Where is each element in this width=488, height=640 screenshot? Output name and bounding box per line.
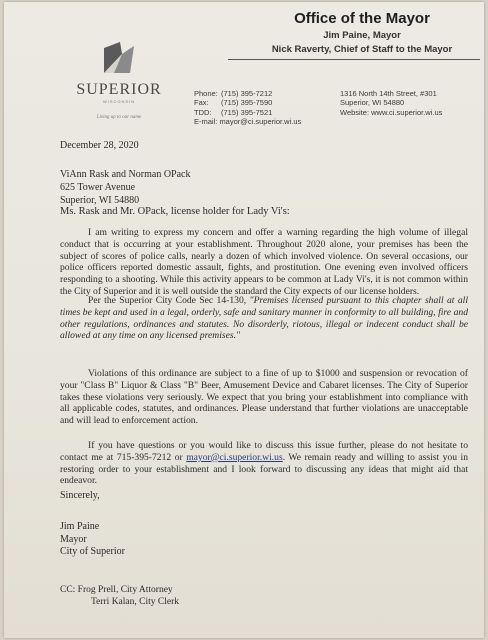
phone-row xyxy=(194,89,301,98)
recipient-city: Superior, WI 54880 xyxy=(60,195,140,206)
cc-line-clerk: Terri Kalan, City Clerk xyxy=(91,596,179,607)
superior-logo-icon xyxy=(100,40,136,76)
website: Website: www.ci.superior.wi.us xyxy=(340,107,443,117)
signature-block xyxy=(60,521,125,559)
letter-page xyxy=(4,2,484,638)
code-quote: "Premises licensed pursuant to this chapter shall at all times be kept and used in a legal, orderly, safe and sanitary manner in conformity to all building, fire and other regulations, ordinances and statutes. No disorderly, riotous, illegal or indecent conduct shall be allowed at any time on any licensed premises." xyxy=(60,295,468,342)
logo-tagline: Living up to our name xyxy=(96,115,142,120)
paragraph-concern-text: I am writing to express my concern and offer a warning regarding the high volume of illegal conduct that is occurring at your establishment. Throughout 2020 alone, your premises has been the subject of scores of police calls, nearly a dozen of which involved violence. On several occasions, our police officers reported domestic assault, fights, and prostitution. One evening even involved officers responding to a shooting. While this activity appears to be common at Lady Vi's, it is not common within the City of Superior and it is well outside the standard the City expects of our license holders. xyxy=(60,227,468,297)
recipient-street: 625 Tower Avenue xyxy=(60,182,136,193)
email-address: mayor@ci.superior.wi.us xyxy=(219,116,302,126)
logo-state: WISCONSIN xyxy=(102,99,136,104)
paragraph-contact-text-a: If you have questions or you would like to discuss this issue further, please do not hesitate to contact me at 715-395-7212 or xyxy=(60,440,468,463)
tdd-label: TDD: xyxy=(194,107,212,117)
recipient-address xyxy=(60,168,191,207)
mayor-line: Jim Paine, Mayor xyxy=(323,30,401,41)
paragraph-concern xyxy=(60,227,468,298)
cc-block xyxy=(60,585,179,608)
paragraph-contact xyxy=(60,440,468,487)
street-address: 1316 North 14th Street, #301 xyxy=(340,89,437,98)
chief-of-staff-line: Nick Raverty, Chief of Staff to the Mayor xyxy=(271,44,453,55)
recipient-name: ViAnn Rask and Norman OPack xyxy=(60,169,191,180)
paragraph-violations xyxy=(60,368,468,427)
salutation: Ms. Rask and Mr. OPack, license holder for Lady Vi's: xyxy=(60,206,290,217)
paragraph-violations-text: Violations of this ordinance are subject to a fine of up to $1000 and suspension or revocation of your "Class B" Liquor & Class "B" Beer, Amusement Device and Cabaret licenses. The City of Superior takes these violations very seriously. We expect that you bring your establishment into compliance with all applicable codes, statutes, and ordinances. Please understand that further violations are unacceptable and will lead to enforcement action. xyxy=(60,368,468,427)
signer-org: City of Superior xyxy=(60,546,125,558)
signer-title: Mayor xyxy=(60,533,87,545)
paragraph-code-intro: Per the Superior City Code Sec 14-130, xyxy=(88,295,250,306)
tdd-row xyxy=(194,108,301,117)
fax-number: (715) 395-7590 xyxy=(221,98,273,108)
letter-date: December 28, 2020 xyxy=(60,140,139,151)
mayor-email-link[interactable]: mayor@ci.superior.wi.us xyxy=(186,451,283,463)
cc-line-attorney: CC: Frog Prell, City Attorney xyxy=(60,585,173,595)
paragraph-contact-text-b: . We remain ready and willing to assist you in restoring order to your establishment and I look forward to discussing any ideas that might aid that endeavor. xyxy=(60,451,469,487)
email-label: E-mail: xyxy=(194,116,218,126)
logo-wordmark: SUPERIOR xyxy=(76,81,162,98)
fax-label: Fax: xyxy=(194,98,209,108)
phone-number: (715) 395-7212 xyxy=(221,89,273,98)
office-title: Office of the Mayor xyxy=(294,10,430,27)
contact-address-block xyxy=(340,89,442,117)
header-rule xyxy=(228,59,480,60)
closing: Sincerely, xyxy=(60,490,100,501)
phone-label: Phone: xyxy=(194,89,218,98)
contact-phone-block xyxy=(194,89,301,126)
signer-name: Jim Paine xyxy=(60,521,100,532)
paragraph-city-code xyxy=(60,295,468,342)
email-row xyxy=(194,117,301,126)
fax-row xyxy=(194,98,301,107)
tdd-number: (715) 395-7521 xyxy=(221,107,273,117)
city-address: Superior, WI 54880 xyxy=(340,98,405,108)
